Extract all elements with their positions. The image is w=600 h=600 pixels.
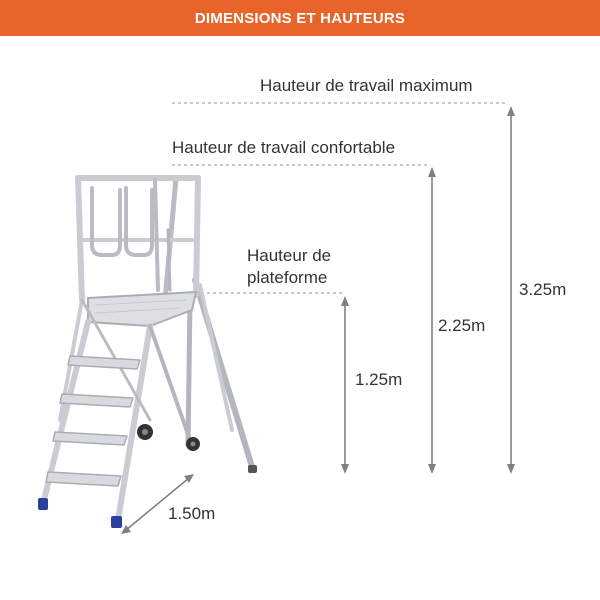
rolling-platform-ladder — [38, 178, 257, 528]
platform-height-label-line2: plateforme — [247, 268, 328, 287]
platform-height-label-line1: Hauteur de — [247, 246, 332, 265]
header-title: DIMENSIONS ET HAUTEURS — [194, 9, 406, 27]
max-height-value: 3.25m — [519, 280, 567, 299]
comfortable-height-arrow — [428, 167, 436, 474]
comfortable-height-value: 2.25m — [438, 316, 486, 335]
max-height-arrow — [507, 106, 515, 474]
depth-value: 1.50m — [168, 504, 216, 523]
platform-height-arrow — [341, 296, 349, 474]
platform-height-value: 1.25m — [355, 370, 403, 389]
max-height-label: Hauteur de travail maximum — [260, 76, 473, 95]
comfortable-height-label: Hauteur de travail confortable — [172, 138, 396, 157]
